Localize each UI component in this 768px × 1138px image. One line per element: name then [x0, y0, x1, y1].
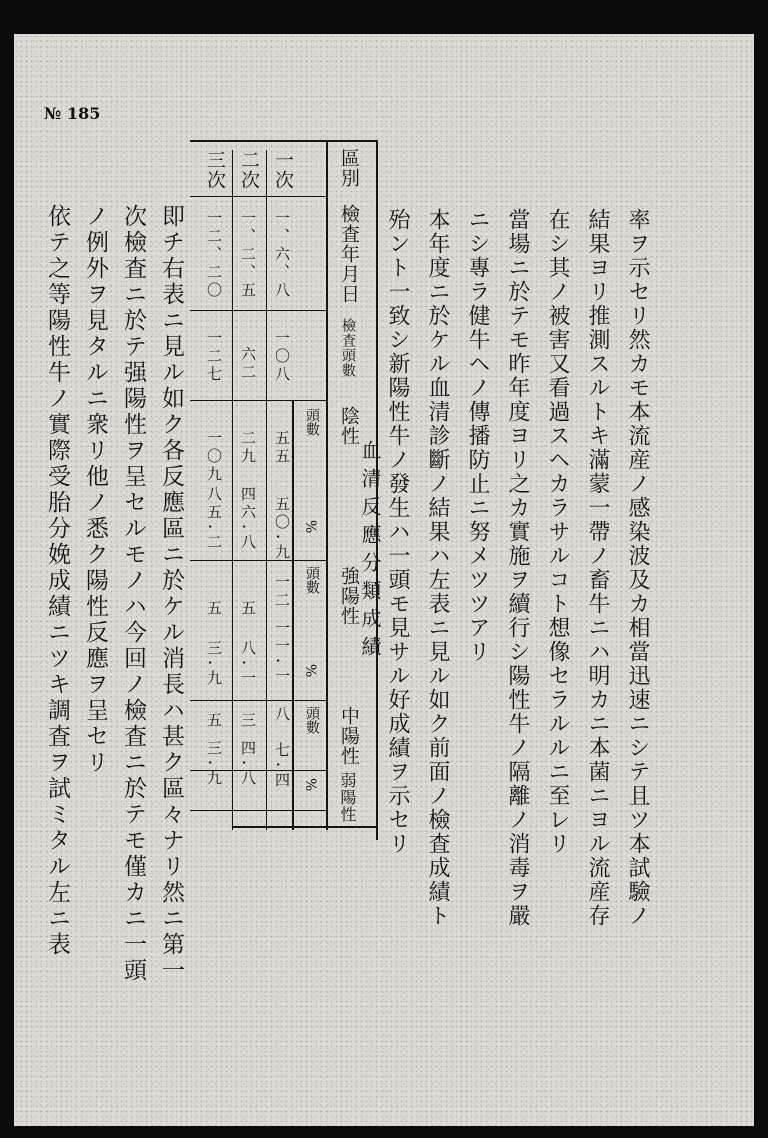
header-head-count: 頭數 [304, 408, 320, 436]
row2-medium-count: 三 [239, 712, 257, 730]
table-border [190, 700, 328, 701]
text-column: 殆ント一致シ新陽性牛ノ發生ハ一頭モ見サル好成績ヲ示セリ [385, 208, 410, 856]
header-division: 區別 [338, 148, 360, 188]
text-column: 當場ニ於テモ昨年度ヨリ之カ實施ヲ續行シ陽性牛ノ隔離ノ消毒ヲ嚴 [505, 208, 530, 928]
row3-tested: 一二七 [205, 330, 223, 384]
row1-neg-count: 五五 [273, 430, 291, 466]
header-tested: 檢査頭數 [340, 318, 356, 378]
text-column: 即チ右表ニ見ル如ク各反應區ニ於ケル消長ハ甚ク區々ナリ然ニ第一 [158, 204, 184, 984]
row3-neg-count: 一〇九 [205, 430, 223, 484]
header-negative: 陰性 [338, 406, 360, 446]
row3-medium-pct: 三.九 [205, 740, 223, 789]
header-medium-positive: 中陽性 [338, 706, 360, 766]
row3-strong-pct: 三.九 [205, 640, 223, 689]
table-border [190, 560, 328, 561]
table-border [190, 310, 328, 311]
text-column: 依テ之等陽性牛ノ實際受胎分娩成績ニツキ調査ヲ試ミタル左ニ表 [44, 204, 70, 958]
row2-neg-count: 二九 [239, 430, 257, 466]
header-date: 檢査年月日 [338, 204, 360, 304]
row1-division: 一次 [272, 150, 294, 190]
row2-strong-pct: 八.一 [239, 640, 257, 689]
table-border [190, 400, 328, 401]
row1-strong-count: 一二 [273, 574, 291, 610]
row2-date: 一、二、五 [239, 210, 257, 300]
table-border [232, 826, 378, 828]
table-title: 血清反應分類成績 [358, 440, 382, 664]
text-column: 本年度ニ於ケル血清診斷ノ結果ハ左表ニ見ル如ク前面ノ檢査成績ト [425, 208, 450, 928]
text-column: 在シ其ノ被害又看過スヘカラサルコト想像セラルルニ至レリ [545, 208, 570, 856]
text-column: 率ヲ示セリ然カモ本流産ノ感染波及カ相當迅速ニシテ且ツ本試驗ノ [625, 208, 650, 928]
header-weak-positive: 弱陽性 [338, 772, 357, 823]
text-column: ノ例外ヲ見タルニ衆リ他ノ悉ク陽性反應ヲ呈セリ [82, 204, 108, 776]
table-border [232, 150, 233, 830]
row3-date: 一二、二〇 [205, 210, 223, 300]
row1-neg-pct: 五〇.九 [273, 496, 291, 563]
text-column: 次檢査ニ於テ强陽性ヲ呈セルモノハ今回ノ檢査ニ於テモ僅カニ一頭 [120, 204, 146, 984]
table-border [190, 140, 378, 142]
row3-strong-count: 五 [205, 600, 223, 618]
page-number: № 185 [44, 104, 101, 123]
row2-strong-count: 五 [239, 600, 257, 618]
table-border [190, 810, 328, 811]
row2-medium-pct: 四.八 [239, 740, 257, 789]
header-percent: % [302, 778, 318, 792]
row1-strong-pct: 一一.一 [273, 620, 291, 687]
row1-medium-count: 八 [273, 706, 291, 724]
header-head-count: 頭數 [304, 566, 320, 594]
header-percent: % [302, 664, 318, 678]
row1-tested: 一〇八 [273, 330, 291, 384]
row2-neg-pct: 四六.八 [239, 486, 257, 553]
row2-tested: 六二 [239, 346, 257, 382]
header-strong-positive: 強陽性 [338, 566, 360, 626]
header-head-count: 頭數 [304, 706, 320, 734]
table-border [190, 196, 328, 197]
row3-neg-pct: 八五.二 [205, 486, 223, 553]
header-percent: % [302, 520, 318, 534]
row1-medium-pct: 七.四 [273, 742, 291, 791]
row3-division: 三次 [204, 150, 226, 190]
row1-date: 一、六、八 [273, 210, 291, 300]
row2-division: 二次 [238, 150, 260, 190]
text-column: 結果ヨリ推測スルトキ滿蒙一帶ノ畜牛ニハ明カニ本菌ニヨル流産存 [585, 208, 610, 928]
table-border [326, 140, 328, 830]
text-column: ニシ專ラ健牛ヘノ傳播防止ニ努メツツアリ [465, 208, 490, 664]
row3-medium-count: 五 [205, 712, 223, 730]
table-border [266, 150, 267, 830]
